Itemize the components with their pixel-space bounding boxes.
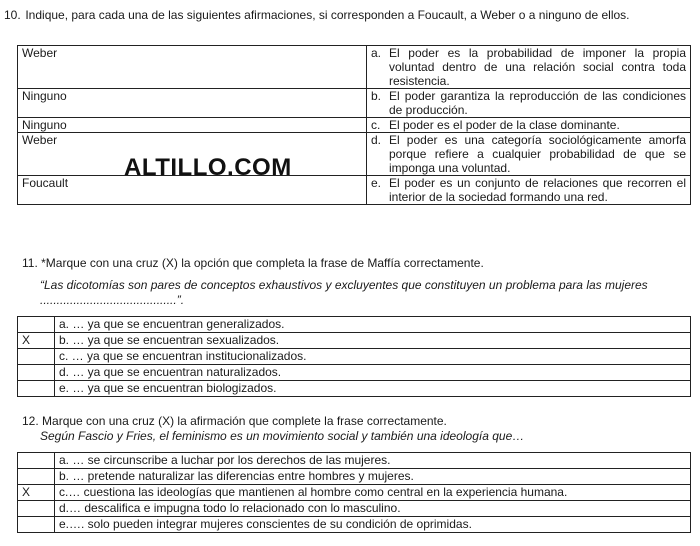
option-text: c. … ya que se encuentran institucionalizados. [55,349,691,365]
option-text: d.… descalifica e impugna todo lo relacionado con lo masculino. [55,501,691,517]
answer-cell: Weber [18,46,367,89]
options-table [17,452,691,533]
question-text: Marque con una cruz (X) la afirmación que complete la frase correctamente. [42,414,447,428]
option-row [18,349,691,365]
answer-mark-cell[interactable] [18,317,55,333]
question-quote: “Las dicotomías son pares de conceptos exhaustivos y excluyentes que constituyen un problema para las mujeres .........................................”. [40,278,648,307]
table-row [18,118,691,133]
answer-mark-cell[interactable] [18,381,55,397]
option-text: e.…. solo pueden integrar mujeres conscientes de su condición de oprimidas. [55,517,691,533]
question-10: 10. Indique, para cada una de las siguientes afirmaciones, si corresponden a Foucault, a Weber o a ninguno de ellos. [4,8,630,22]
answer-cell: Weber [18,133,367,176]
option-text: e. … ya que se encuentran biologizados. [55,381,691,397]
option-row [18,333,691,349]
option-text: b. … pretende naturalizar las diferencias entre hombres y mujeres. [55,469,691,485]
statement-letter: a. [371,46,382,60]
question-number: 12. [22,414,39,428]
option-text: c.… cuestiona las ideologías que mantienen al hombre como central en la experiencia humana. [55,485,691,501]
option-row [18,453,691,469]
statement-text: El poder es el poder de la clase dominante. [389,118,620,132]
option-row [18,517,691,533]
table-row [18,133,691,176]
statement-cell [367,176,691,205]
question-11 [22,256,692,271]
answer-mark-cell[interactable] [18,453,55,469]
answer-mark-cell[interactable] [18,501,55,517]
statement-letter: c. [371,118,381,132]
question-text: *Marque con una cruz (X) la opción que completa la frase de Maffía correctamente. [41,256,484,270]
answer-mark-cell[interactable]: X [18,485,55,501]
matching-table [17,45,691,205]
answer-cell: Ninguno [18,118,367,133]
statement-text: El poder es un conjunto de relaciones que recorren el interior de la sociedad formando una red. [389,176,686,204]
answer-mark-cell[interactable] [18,517,55,533]
watermark-logo: ALTILLO.COM [124,154,292,181]
statement-cell [367,118,691,133]
statement-text: El poder es la probabilidad de imponer la propia voluntad dentro de una relación social contra toda resistencia. [389,46,686,88]
question-text: Indique, para cada una de las siguientes afirmaciones, si corresponden a Foucault, a Weber o a ninguno de ellos. [25,8,630,22]
answer-cell: Foucault [18,176,367,205]
answer-mark-cell[interactable] [18,349,55,365]
table-row [18,46,691,89]
statement-cell [367,46,691,89]
question-quote: Según Fascio y Fries, el feminismo es un movimiento social y también una ideología que… [40,429,525,443]
statement-text: El poder es una categoría sociológicamente amorfa porque refiere a cualquier probabilidad de que se imponga una voluntad. [389,133,686,175]
option-text: a. … se circunscribe a luchar por los derechos de las mujeres. [55,453,691,469]
option-row [18,469,691,485]
answer-cell: Ninguno [18,89,367,118]
option-text: b. … ya que se encuentran sexualizados. [55,333,691,349]
table-row [18,89,691,118]
option-text: a. … ya que se encuentran generalizados. [55,317,691,333]
answer-mark-cell[interactable] [18,469,55,485]
statement-cell [367,133,691,176]
option-row [18,501,691,517]
question-number: 11. [22,256,38,270]
statement-letter: b. [371,89,382,103]
statement-letter: d. [371,133,382,147]
option-row [18,317,691,333]
option-row [18,485,691,501]
statement-cell [367,89,691,118]
statement-letter: e. [371,176,382,190]
statement-text: El poder garantiza la reproducción de las condiciones de producción. [389,89,686,117]
table-row [18,176,691,205]
option-row [18,365,691,381]
options-table [17,316,691,397]
option-row [18,381,691,397]
answer-mark-cell[interactable]: X [18,333,55,349]
option-text: d. … ya que se encuentran naturalizados. [55,365,691,381]
answer-mark-cell[interactable] [18,365,55,381]
question-12 [22,414,692,429]
